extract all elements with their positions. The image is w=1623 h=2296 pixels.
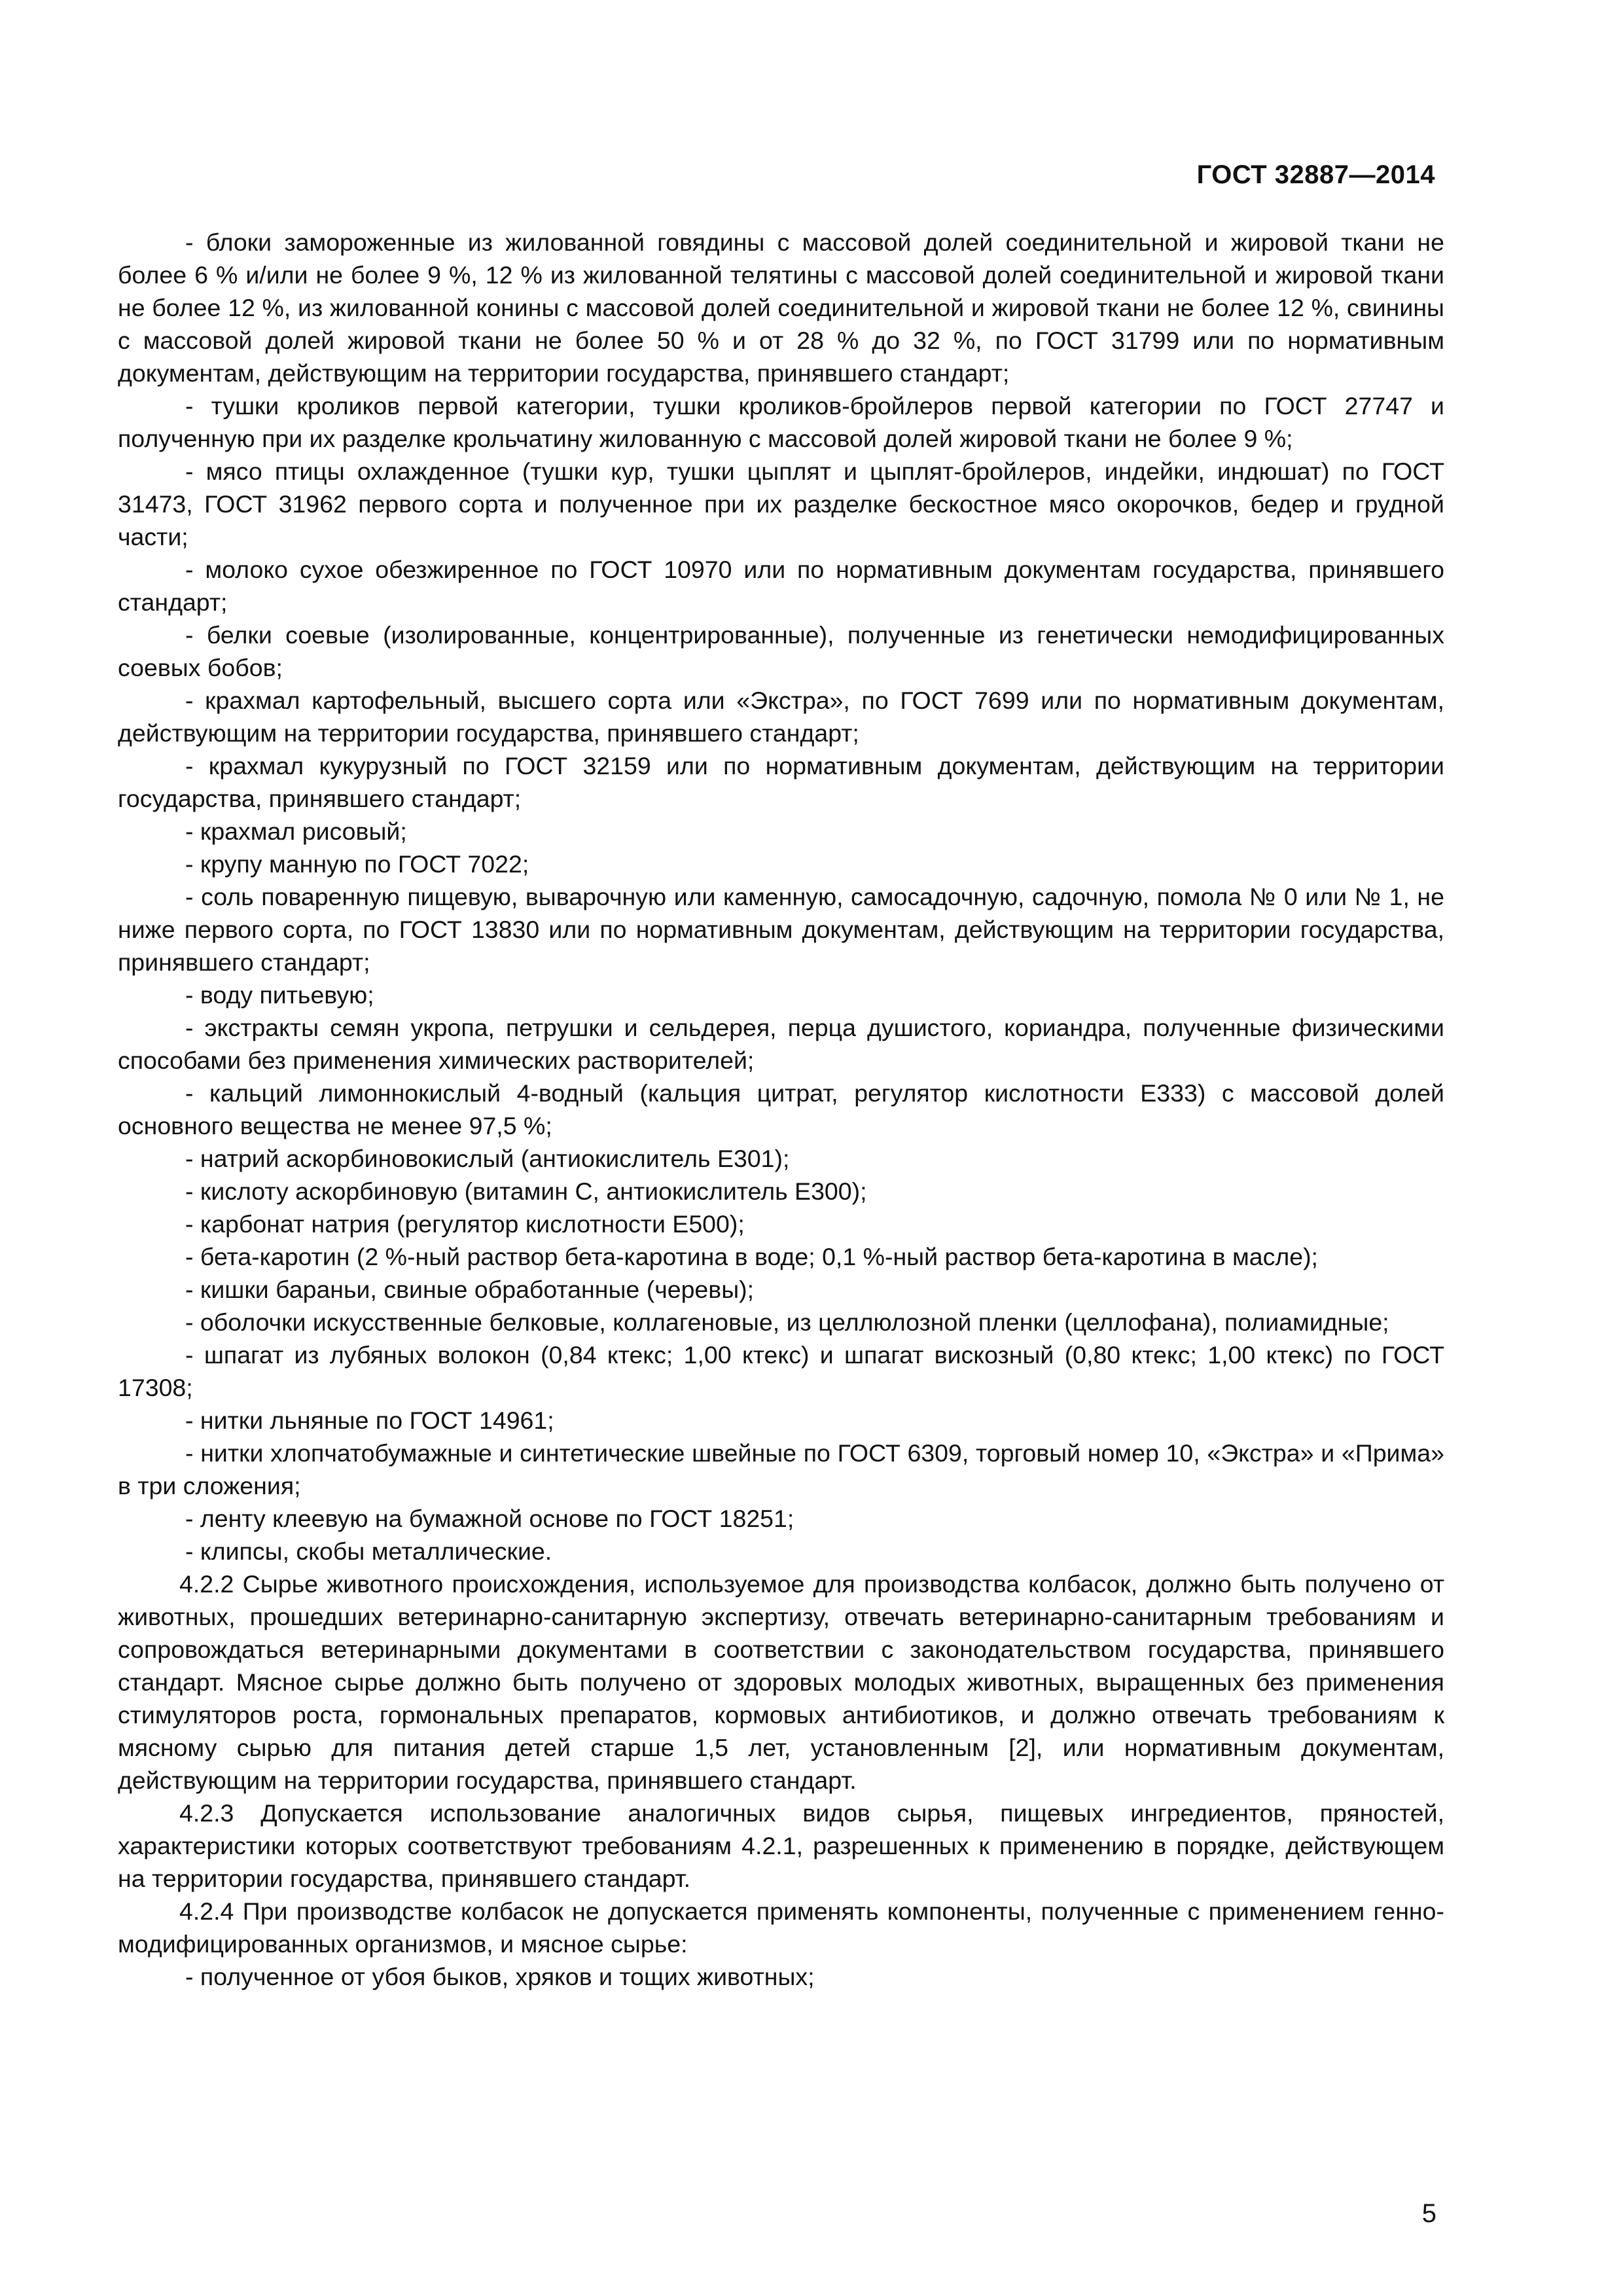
- list-item: - кальций лимоннокислый 4-водный (кальция цитрат, регулятор кислотности E333) с массовой долей основного вещества не менее 97,5 %;: [118, 1079, 1444, 1139]
- paragraph-4-2-4: 4.2.4 При производстве колбасок не допускается применять компоненты, полученные с применением генно-модифицированных организмов, и мясное сырье:: [118, 1897, 1444, 1958]
- list-item: - экстракты семян укропа, петрушки и сельдерея, перца душистого, кориандра, полученные физическими способами без применения химических растворителей;: [118, 1014, 1444, 1074]
- list-item: - карбонат натрия (регулятор кислотности E500);: [185, 1210, 745, 1238]
- list-item: - мясо птицы охлажденное (тушки кур, тушки цыплят и цыплят-бройлеров, индейки, индюшат) по ГОСТ 31473, ГОСТ 31962 первого сорта и полученное при их разделке бескостное мясо окорочков, бедер и грудной части;: [118, 457, 1444, 550]
- page-number: 5: [1421, 2199, 1436, 2228]
- list-item: - клипсы, скобы металлические.: [185, 1537, 552, 1565]
- document-body: [118, 226, 1444, 1993]
- list-item: - соль поваренную пищевую, выварочную или каменную, самосадочную, садочную, помола № 0 или № 1, не ниже первого сорта, по ГОСТ 13830 или по нормативным документам, действующим на территории государства, принявшего стандарт;: [118, 883, 1444, 976]
- paragraph-4-2-2: 4.2.2 Сырье животного происхождения, используемое для производства колбасок, должно быть получено от животных, прошедших ветеринарно-санитарную экспертизу, отвечать ветеринарно-санитарным требованиям и сопровождаться ветеринарными документами в соответствии с законодательством государства, принявшего стандарт. Мясное сырье должно быть получено от здоровых молодых животных, выращенных без применения стимуляторов роста, гормональных препаратов, кормовых антибиотиков, и должно отвечать требованиям к мясному сырью для питания детей старше 1,5 лет, установленным [2], или нормативным документам, действующим на территории государства, принявшего стандарт.: [118, 1570, 1444, 1794]
- list-item: - тушки кроликов первой категории, тушки кроликов-бройлеров первой категории по ГОСТ 27747 и полученную при их разделке крольчатину жилованную с массовой долей жировой ткани не более 9 %;: [118, 392, 1444, 452]
- list-item: - белки соевые (изолированные, концентрированные), полученные из генетически немодифицированных соевых бобов;: [118, 621, 1444, 681]
- list-item: - крахмал рисовый;: [185, 817, 407, 845]
- list-item: - полученное от убоя быков, хряков и тощих животных;: [185, 1963, 815, 1990]
- list-item: - шпагат из лубяных волокон (0,84 ктекс; 1,00 ктекс) и шпагат вискозный (0,80 ктекс; 1,00 ктекс) по ГОСТ 17308;: [118, 1341, 1444, 1401]
- list-item: - крупу манную по ГОСТ 7022;: [185, 850, 529, 878]
- list-item: - нитки хлопчатобумажные и синтетические швейные по ГОСТ 6309, торговый номер 10, «Экстра» и «Прима» в три сложения;: [118, 1439, 1444, 1499]
- list-item: - блоки замороженные из жилованной говядины с массовой долей соединительной и жировой ткани не более 6 % и/или не более 9 %, 12 % из жилованной телятины с массовой долей соединительной и жировой ткани не более 12 %, из жилованной конины с массовой долей соединительной и жировой ткани не более 12 %, свинины с массовой долей жировой ткани не более 50 % и от 28 % до 32 %, по ГОСТ 31799 или по нормативным документам, действующим на территории государства, принявшего стандарт;: [118, 228, 1444, 387]
- document-code-header: ГОСТ 32887—2014: [1196, 160, 1435, 189]
- list-item: - оболочки искусственные белковые, коллагеновые, из целлюлозной пленки (целлофана), полиамидные;: [185, 1308, 1389, 1336]
- list-item: - крахмал картофельный, высшего сорта или «Экстра», по ГОСТ 7699 или по нормативным документам, действующим на территории государства, принявшего стандарт;: [118, 687, 1444, 747]
- list-item: - ленту клеевую на бумажной основе по ГОСТ 18251;: [185, 1505, 794, 1532]
- list-item: - нитки льняные по ГОСТ 14961;: [185, 1407, 554, 1434]
- list-item: - кислоту аскорбиновую (витамин С, антиокислитель E300);: [185, 1177, 867, 1205]
- list-item: - бета-каротин (2 %-ный раствор бета-каротина в воде; 0,1 %-ный раствор бета-каротина в масле);: [185, 1243, 1318, 1270]
- paragraph-4-2-3: 4.2.3 Допускается использование аналогичных видов сырья, пищевых ингредиентов, пряностей, характеристики которых соответствуют требованиям 4.2.1, разрешенных к применению в порядке, действующем на территории государства, принявшего стандарт.: [118, 1799, 1444, 1892]
- list-item: - натрий аскорбиновокислый (антиокислитель E301);: [185, 1145, 790, 1172]
- list-item: - кишки бараньи, свиные обработанные (черевы);: [185, 1276, 755, 1303]
- list-item: - воду питьевую;: [185, 981, 374, 1009]
- list-item: - крахмал кукурузный по ГОСТ 32159 или по нормативным документам, действующим на территории государства, принявшего стандарт;: [118, 752, 1444, 812]
- list-item: - молоко сухое обезжиренное по ГОСТ 10970 или по нормативным документам государства, принявшего стандарт;: [118, 556, 1444, 616]
